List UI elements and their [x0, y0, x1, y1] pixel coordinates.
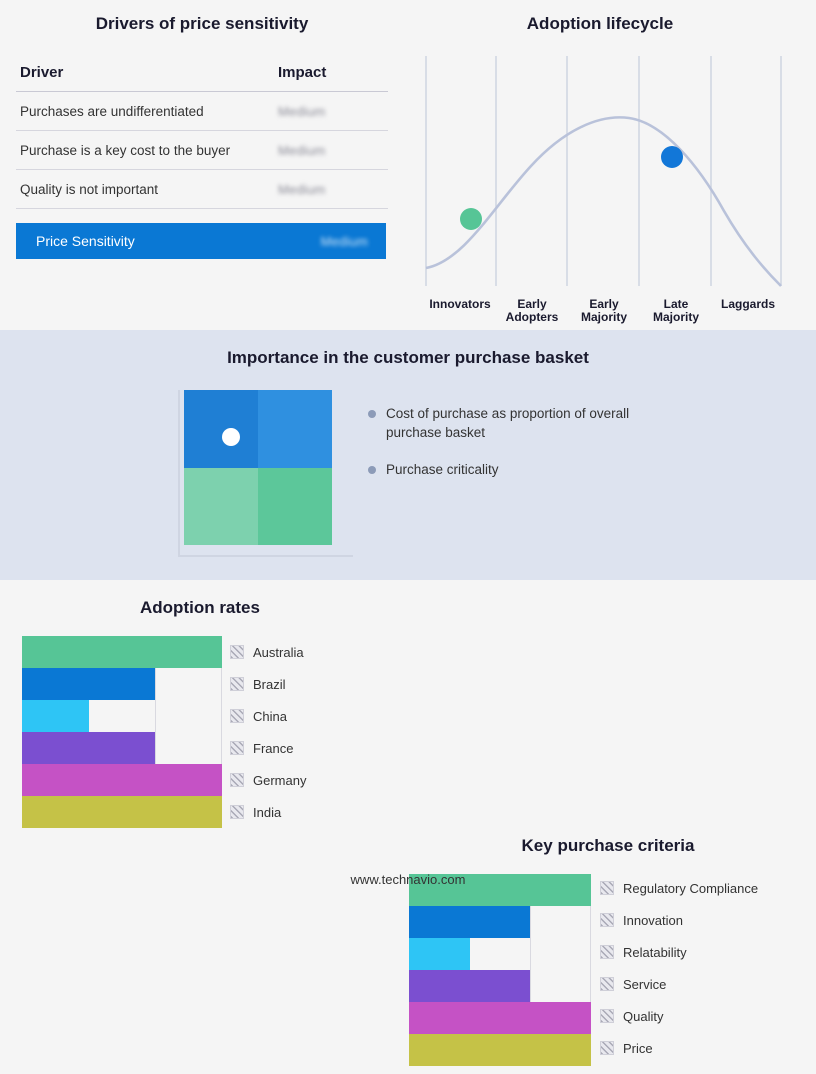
- bar-legend-item: [600, 904, 758, 936]
- driver-name: Purchase is a key cost to the buyer: [16, 131, 278, 170]
- bar-fill: [409, 1034, 591, 1066]
- purchase-basket-body: [0, 390, 816, 570]
- purchase-criteria-title: Key purchase criteria: [521, 836, 695, 855]
- adoption-rates-labels: [230, 636, 306, 828]
- hatch-swatch-icon: [600, 1009, 614, 1023]
- bar-legend-item: [230, 764, 306, 796]
- lifecycle-curve-svg: [424, 56, 784, 291]
- bar-fill: [22, 700, 89, 732]
- bar-legend-item: [600, 1032, 758, 1064]
- bar-row: [22, 764, 222, 796]
- bullet-icon: [368, 410, 376, 418]
- quadrant-bottom-right: [258, 468, 332, 546]
- lifecycle-stage-laggards: Laggards: [720, 297, 775, 311]
- bar-legend-label: China: [253, 708, 287, 724]
- bar-legend-label: Regulatory Compliance: [623, 880, 759, 896]
- table-header-row: [16, 60, 388, 92]
- footer-url: www.technavio.com: [350, 872, 466, 887]
- driver-impact: [278, 170, 388, 209]
- lifecycle-stage-innovators: Innovators: [429, 297, 491, 311]
- bar-legend-label: Brazil: [253, 676, 286, 692]
- bullet-icon: [368, 466, 376, 474]
- purchase-criteria-bars: [409, 874, 591, 1066]
- legend-label: Cost of purchase as proportion of overall purchase basket: [386, 406, 630, 440]
- table-row: [16, 131, 388, 170]
- table-row: [16, 92, 388, 131]
- column-header-impact: Impact: [278, 60, 388, 92]
- lifecycle-chart: [424, 56, 784, 291]
- legend-item: [368, 460, 668, 479]
- impact-value: Medium: [278, 143, 326, 158]
- bar-fill: [22, 668, 155, 700]
- driver-name: Purchases are undifferentiated: [16, 92, 278, 131]
- adoption-rates-plot: [22, 636, 222, 828]
- bar-legend-label: Price: [623, 1040, 653, 1056]
- quadrant-y-axis: [178, 390, 180, 555]
- drivers-panel: [16, 14, 388, 259]
- bar-row: [22, 796, 222, 828]
- bar-legend-item: [230, 668, 306, 700]
- bar-row: [409, 1002, 591, 1034]
- bar-fill: [409, 938, 470, 970]
- lifecycle-stage-early-majority: Early Majority: [580, 297, 627, 324]
- driver-impact: [278, 92, 388, 131]
- purchase-criteria-labels: [600, 872, 758, 1064]
- driver-name: Quality is not important: [16, 170, 278, 209]
- quadrant-top-left: [184, 390, 258, 468]
- lifecycle-marker-late-majority: [661, 146, 683, 168]
- hatch-swatch-icon: [230, 805, 244, 819]
- bar-fill: [22, 636, 222, 668]
- bar-legend-label: Innovation: [623, 912, 683, 928]
- lifecycle-stage-labels: [424, 298, 784, 324]
- quadrant-position-marker: [222, 428, 240, 446]
- quadrant-bottom-left: [184, 468, 258, 546]
- bar-legend-label: Australia: [253, 644, 304, 660]
- adoption-rates-title: Adoption rates: [140, 598, 260, 617]
- impact-value: Medium: [278, 104, 326, 119]
- lifecycle-title: Adoption lifecycle: [526, 14, 674, 33]
- table-row: [16, 170, 388, 209]
- hatch-swatch-icon: [600, 913, 614, 927]
- purchase-basket-title: Importance in the customer purchase basket: [227, 348, 589, 367]
- bar-row: [409, 970, 591, 1002]
- quadrant-grid: [184, 390, 332, 545]
- bar-row: [409, 938, 591, 970]
- lifecycle-stage-late-majority: Late Majority: [652, 297, 699, 324]
- hatch-swatch-icon: [230, 773, 244, 787]
- bar-legend-label: Quality: [623, 1008, 664, 1024]
- bar-legend-item: [230, 796, 306, 828]
- purchase-basket-panel: [0, 348, 816, 570]
- hatch-swatch-icon: [600, 945, 614, 959]
- lifecycle-panel: [400, 14, 800, 324]
- legend-label: Purchase criticality: [386, 462, 499, 477]
- bar-legend-item: [230, 732, 306, 764]
- bar-row: [22, 732, 222, 764]
- bar-fill: [22, 764, 222, 796]
- bar-row: [22, 636, 222, 668]
- column-header-driver: Driver: [16, 60, 278, 92]
- lifecycle-curve-line: [426, 117, 781, 286]
- bar-legend-item: [600, 968, 758, 1000]
- bar-fill: [409, 970, 530, 1002]
- bar-row: [409, 906, 591, 938]
- lifecycle-gridlines: [426, 56, 781, 286]
- hatch-swatch-icon: [230, 741, 244, 755]
- hatch-swatch-icon: [230, 709, 244, 723]
- bar-fill: [409, 1002, 591, 1034]
- hatch-swatch-icon: [230, 645, 244, 659]
- bar-fill: [22, 796, 222, 828]
- adoption-rates-panel: [0, 598, 400, 836]
- bar-fill: [22, 732, 155, 764]
- bar-legend-label: India: [253, 804, 282, 820]
- lifecycle-marker-innovators: [460, 208, 482, 230]
- hatch-swatch-icon: [600, 977, 614, 991]
- bar-legend-label: Relatability: [623, 944, 687, 960]
- price-sensitivity-summary: [16, 223, 386, 259]
- driver-impact: [278, 131, 388, 170]
- bar-legend-label: Germany: [253, 772, 307, 788]
- bar-fill: [409, 906, 530, 938]
- quadrant-top-right: [258, 390, 332, 468]
- bar-legend-item: [600, 1000, 758, 1032]
- drivers-table: [16, 60, 388, 209]
- price-sensitivity-label: Price Sensitivity: [36, 233, 135, 249]
- impact-value: Medium: [278, 182, 326, 197]
- adoption-rates-bars: [22, 636, 222, 828]
- price-sensitivity-value: Medium: [320, 233, 368, 249]
- quadrant-x-axis: [178, 555, 353, 557]
- hatch-swatch-icon: [600, 1041, 614, 1055]
- bar-legend-label: Service: [623, 976, 667, 992]
- lifecycle-stage-early-adopters: Early Adopters: [505, 297, 559, 324]
- bar-row: [22, 700, 222, 732]
- purchase-criteria-plot: [409, 874, 591, 1066]
- purchase-basket-legend: [368, 404, 668, 497]
- legend-item: [368, 404, 668, 442]
- bar-legend-label: France: [253, 740, 294, 756]
- hatch-swatch-icon: [230, 677, 244, 691]
- bar-row: [409, 1034, 591, 1066]
- bar-legend-item: [600, 936, 758, 968]
- drivers-title: Drivers of price sensitivity: [95, 14, 309, 33]
- bar-legend-item: [230, 700, 306, 732]
- quadrant-chart: [178, 390, 353, 555]
- bar-row: [22, 668, 222, 700]
- bar-legend-item: [230, 636, 306, 668]
